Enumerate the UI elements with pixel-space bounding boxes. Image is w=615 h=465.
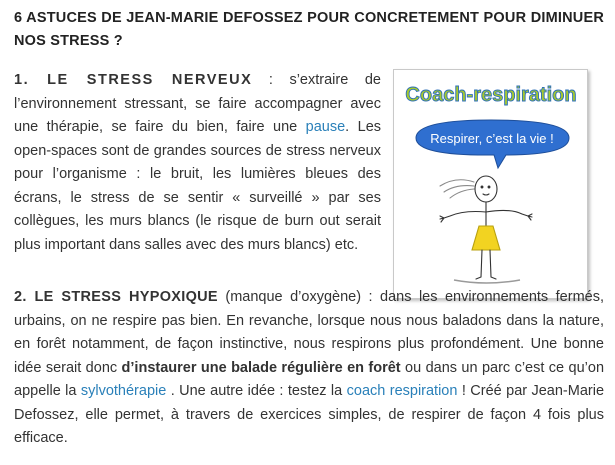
section-hypoxic-stress	[14, 286, 604, 451]
coach-respiration-illustration	[393, 69, 588, 299]
section-hypoxic-stress-text-b: ou dans un parc c’est ce qu’on appelle la	[14, 359, 605, 399]
ground-line	[454, 280, 520, 283]
section-hypoxic-stress-text-d: ! Créé par Jean-Marie Defossez, elle permet, à travers de exercices simples, de respirer de façon 4 fois plus efficace.	[14, 383, 605, 446]
section-hypoxic-stress-paragraph	[14, 286, 604, 451]
section-nervous-stress-text-b: . Les open-spaces sont de grandes sources de stress nerveux pour l’organisme : le bruit, les lumières bleues des écrans, le stress de se sentir « surveillé » par ses collègues, les murs blancs (le risque de burn out serait plus important dans salles avec des murs blancs) etc.	[14, 119, 382, 253]
section-hypoxic-stress-title: 2. LE STRESS HYPOXIQUE	[14, 289, 218, 305]
section-hypoxic-stress-text-c: . Une autre idée : testez la	[166, 383, 347, 399]
section-nervous-stress	[14, 69, 381, 257]
coach-respiration-drawing	[394, 70, 587, 298]
article-heading: 6 ASTUCES DE JEAN-MARIE DEFOSSEZ POUR CONCRETEMENT POUR DIMINUER NOS STRESS ?	[14, 10, 604, 49]
section-nervous-stress-paragraph	[14, 69, 381, 257]
forest-walk-emphasis: d’instaurer une balade régulière en forêt	[121, 359, 401, 376]
section-hypoxic-stress-text-a: (manque d’oxygène) : dans les environnements fermés, urbains, on ne respire pas bien. En revanche, lorsque nous nous baladons dans la nature, en forêt notamment, de façon instinctive, nous respirons plus profondément. Une bonne idée serait donc	[14, 289, 604, 376]
figure-title: Coach-respiration	[405, 84, 577, 106]
speech-bubble-text: Respirer, c’est la vie !	[430, 131, 554, 146]
coach-respiration-link[interactable]: coach respiration	[346, 383, 458, 399]
sylvotherapie-link[interactable]: sylvothérapie	[80, 383, 167, 399]
pause-link[interactable]: pause	[305, 119, 346, 135]
section-nervous-stress-text-a: : s’extraire de l’environnement stressant, se faire accompagner avec une thérapie, se faire du bien, faire une	[14, 72, 381, 135]
girl-figure-icon	[440, 176, 532, 279]
section-nervous-stress-title: 1. LE STRESS NERVEUX	[14, 72, 253, 88]
